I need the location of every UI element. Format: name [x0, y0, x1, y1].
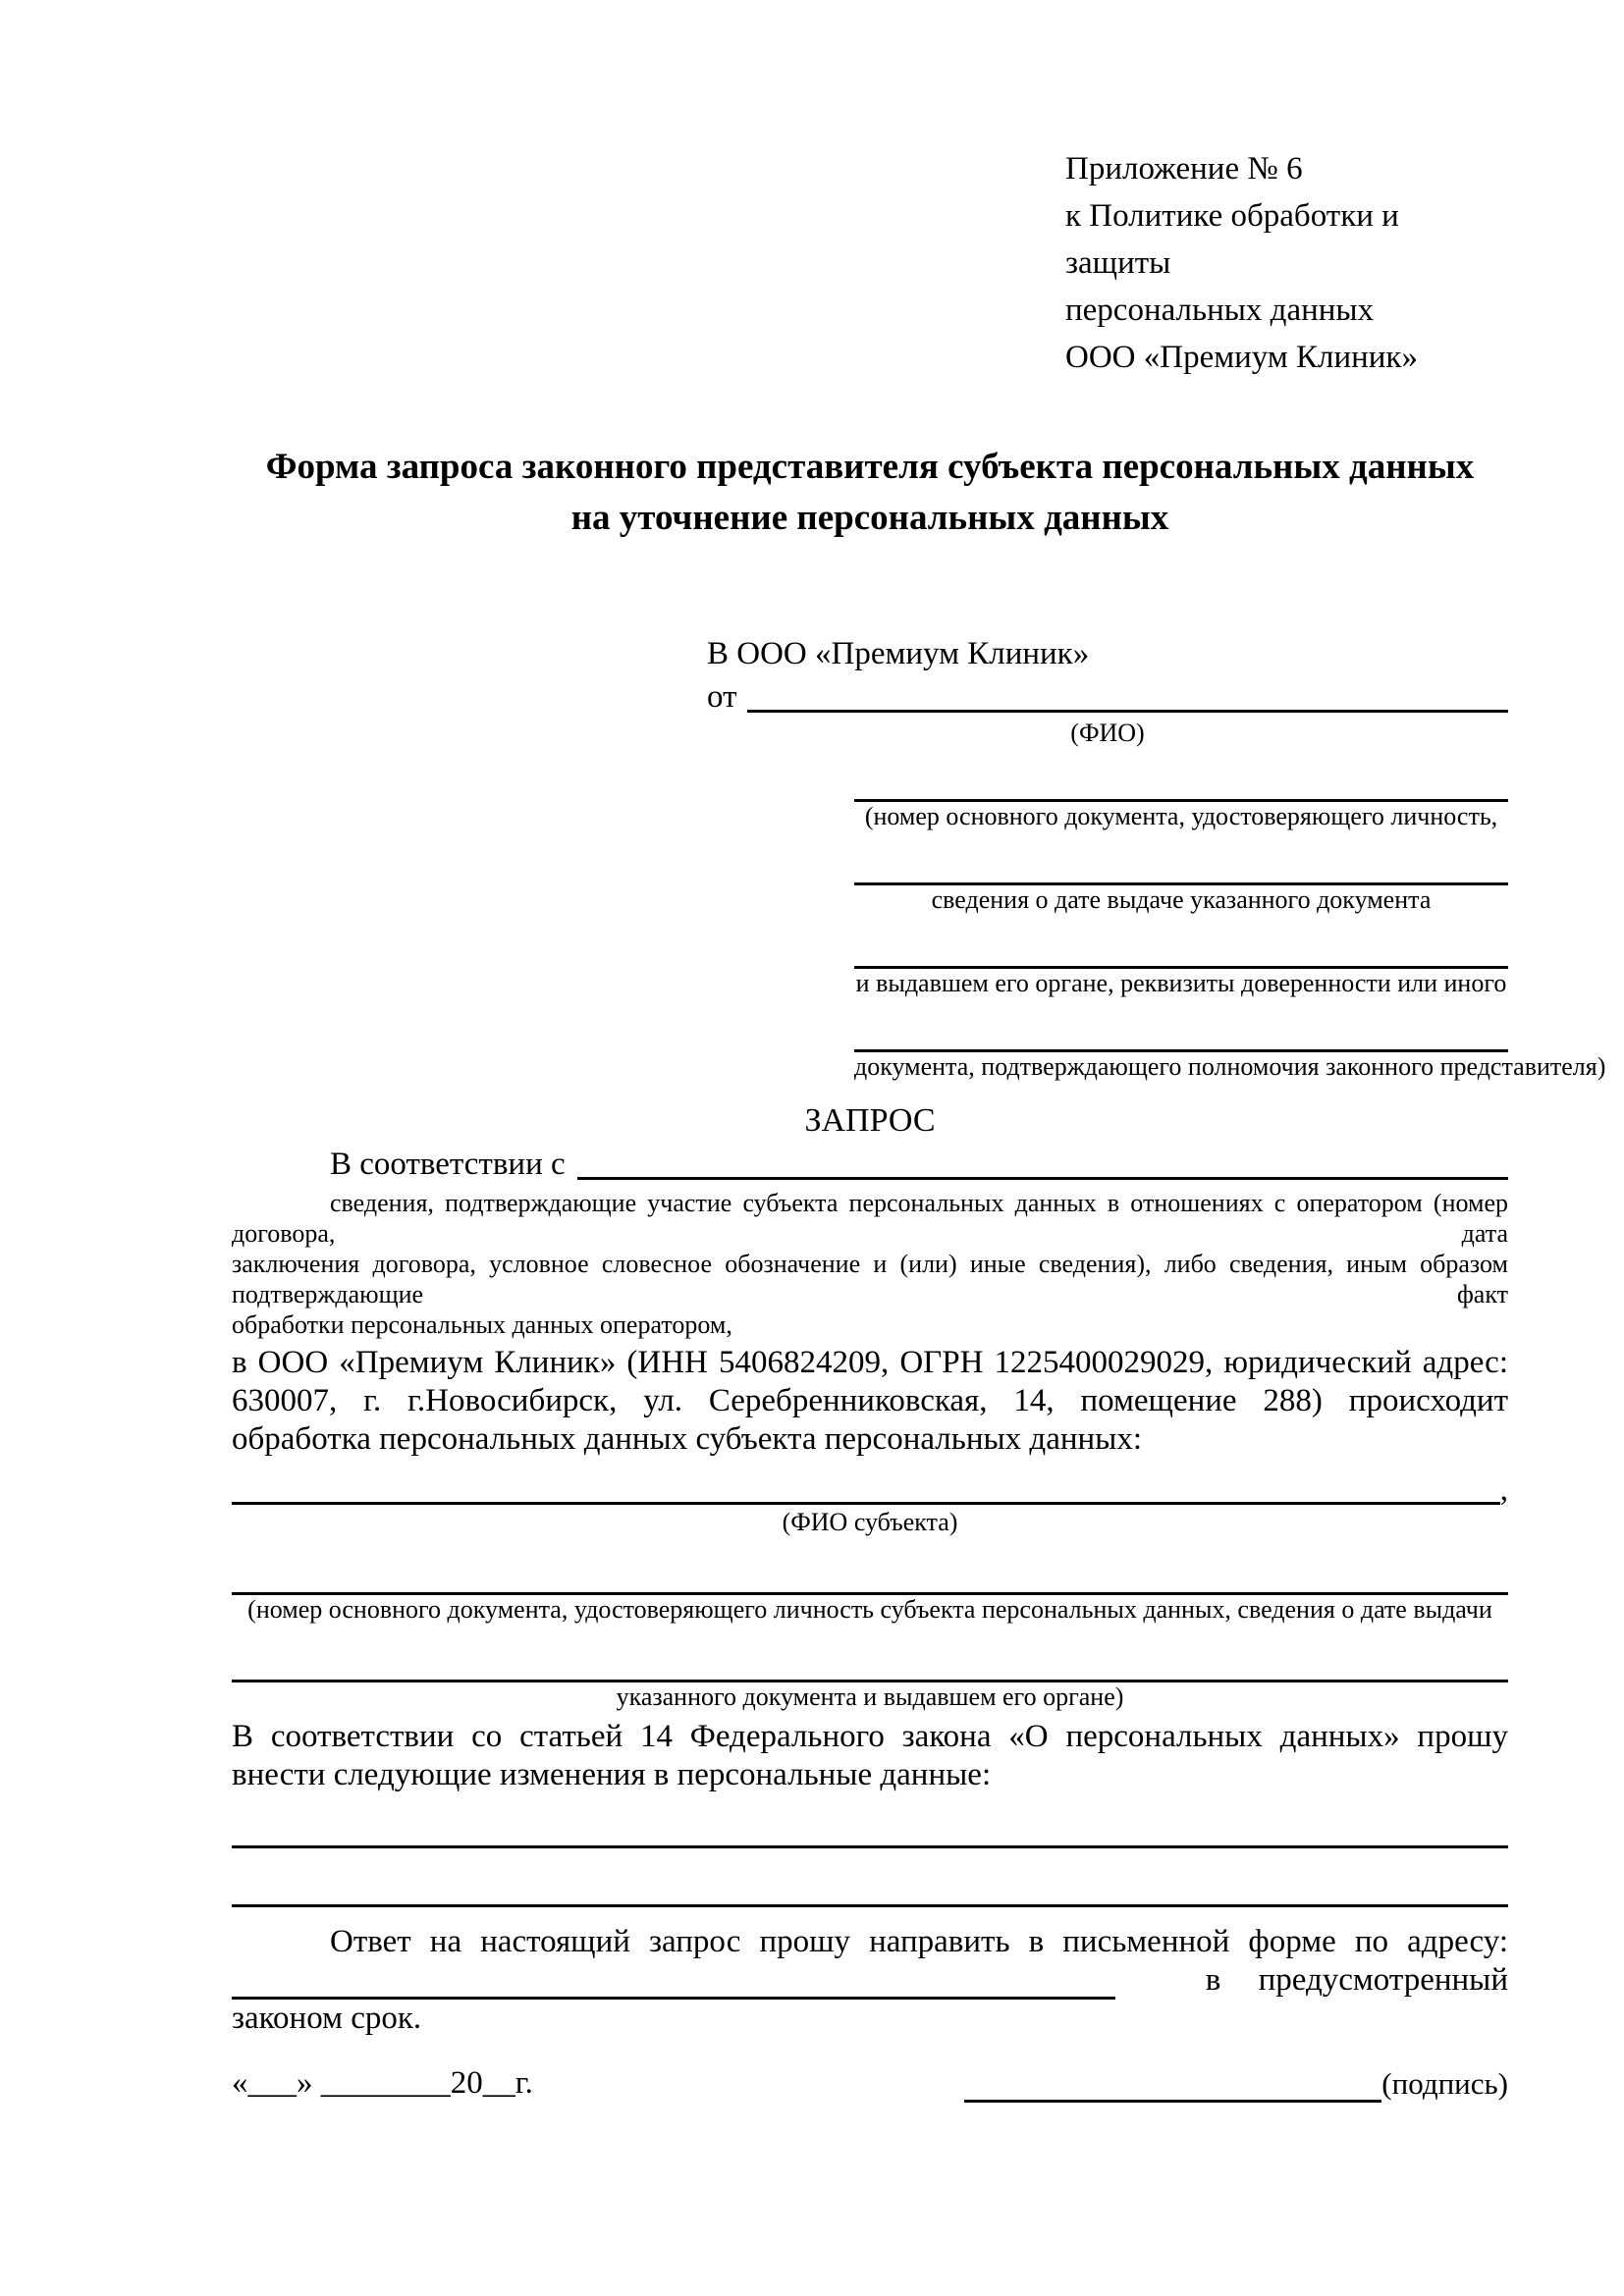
signature-caption: (подпись) [1381, 2066, 1508, 2101]
basis-label: В соответствии с [330, 1147, 566, 1182]
field-line [232, 1563, 1508, 1595]
answer-line-2-right: в предусмотренный [1205, 1962, 1508, 1998]
representative-doc-field-1 [854, 774, 1508, 831]
field-line [854, 1024, 1508, 1052]
page-title: Форма запроса законного представителя субъекта персональных данных на уточнение персональных данных [265, 447, 1475, 538]
basis-caption: сведения, подтверждающие участие субъекта персональных данных в отношениях с оператором (номер договора, дата заключения договора, условное словесное обозначение и (или) иные сведения), либо сведения, иным образом подтверждающие факт обработки персональных данных оператором, [232, 1189, 1508, 1339]
subject-fio-comma: , [1499, 1472, 1508, 1508]
field-caption: и выдавшем его органе, реквизиты доверенности или иного [855, 969, 1507, 997]
from-name-field-line [747, 675, 1509, 713]
changes-field-line-1 [232, 1816, 1508, 1848]
representative-doc-field-2 [854, 857, 1508, 915]
answer-line-1: Ответ на настоящий запрос прошу направить в письменной форме по адресу: [330, 1924, 1508, 1959]
signature-field-line [964, 2070, 1381, 2103]
date-field: «___» ________20__г. [232, 2065, 533, 2101]
subject-fio-row [232, 1472, 1508, 1508]
request-heading: ЗАПРОС [804, 1102, 936, 1139]
basis-field-line [577, 1143, 1508, 1180]
operator-paragraph: в ООО «Премиум Клиник» (ИНН 5406824209, ОГРН 1225400029029, юридический адрес: 630007, г. г.Новосибирск, ул. Серебренниковская, 14, помещение 288) происходит обработка персональных данных субъекта персональных данных: [232, 1345, 1508, 1457]
field-caption: сведения о дате выдаче указанного документа [931, 885, 1432, 914]
field-line [854, 940, 1508, 969]
field-line [854, 857, 1508, 885]
recipient-organization: В ООО «Премиум Клиник» [707, 636, 1090, 671]
subject-doc-field-2 [232, 1650, 1508, 1712]
changes-field-line-2 [232, 1875, 1508, 1907]
fio-caption: (ФИО) [1070, 719, 1145, 747]
answer-address-field-line [232, 1967, 1115, 2000]
field-line [854, 774, 1508, 802]
representative-doc-field-3 [854, 940, 1508, 998]
basis-row [232, 1143, 1508, 1186]
appendix-note: Приложение № 6 к Политике обработки и защиты персональных данных ООО «Премиум Клиник» [1065, 151, 1418, 375]
subject-doc-caption-1: (номер основного документа, удостоверяющего личность субъекта персональных данных, сведения о дате выдачи [247, 1595, 1492, 1624]
signature-field [964, 2065, 1508, 2103]
field-caption: документа, подтверждающего полномочия законного представителя) [854, 1052, 1606, 1081]
from-label: от [707, 679, 737, 715]
article-paragraph: В соответствии со статьей 14 Федерального закона «О персональных данных» прошу внести следующие изменения в персональные данные: [232, 1719, 1508, 1792]
field-caption: (номер основного документа, удостоверяющего личность, [864, 802, 1498, 830]
field-line [232, 1650, 1508, 1682]
from-row [707, 675, 1508, 719]
signature-row [232, 2063, 1508, 2103]
subject-fio-field-line [232, 1472, 1500, 1505]
recipient-block [707, 632, 1606, 1082]
answer-paragraph [232, 1923, 1508, 2038]
subject-fio-caption: (ФИО субъекта) [782, 1508, 958, 1536]
answer-line-3: законом срок. [232, 2001, 422, 2036]
answer-address-row [232, 1961, 1508, 2000]
representative-doc-field-4 [854, 1024, 1606, 1082]
subject-doc-field-1 [232, 1563, 1508, 1625]
subject-doc-caption-2: указанного документа и выдавшем его органе) [616, 1682, 1124, 1711]
